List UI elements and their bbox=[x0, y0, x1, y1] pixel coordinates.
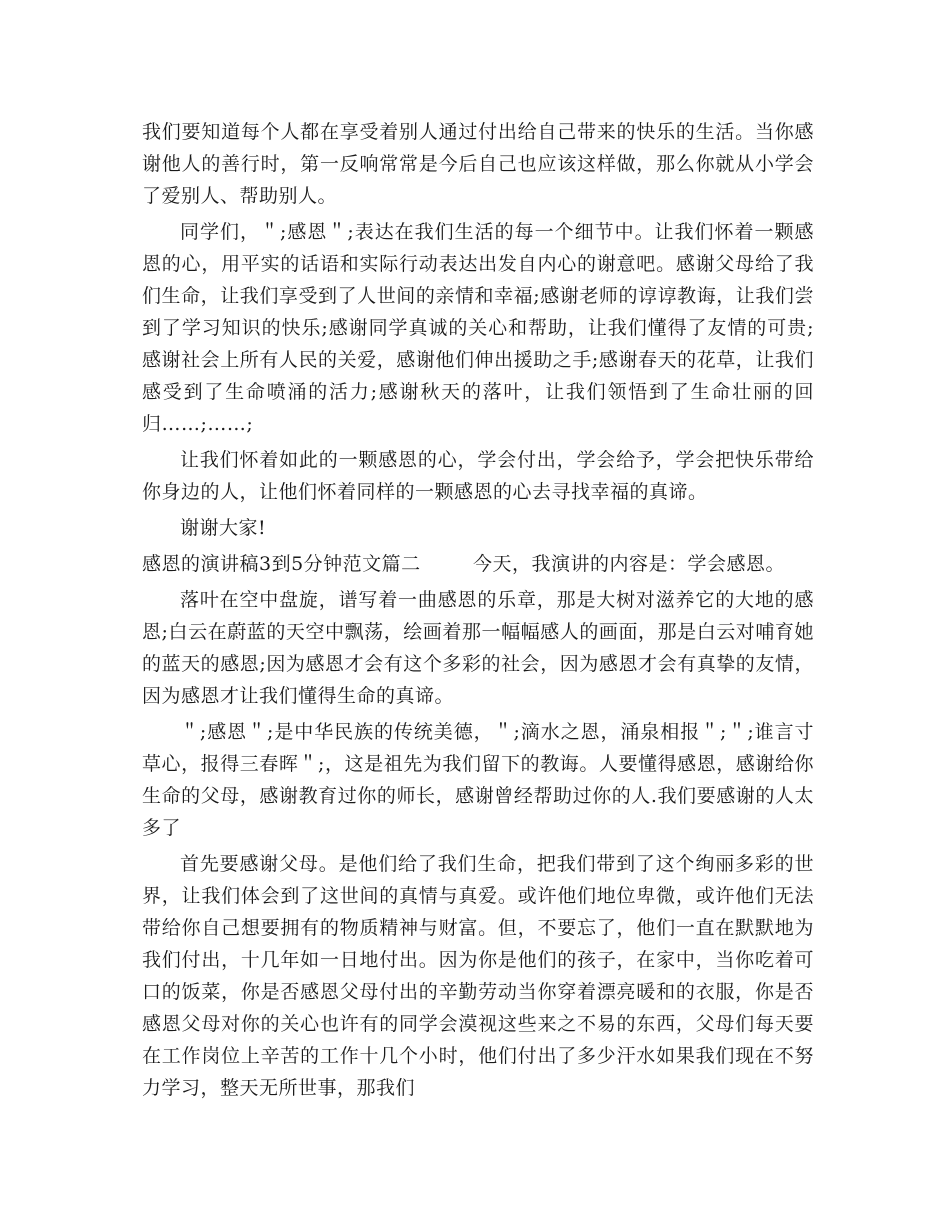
paragraph-2: 同学们，＂;感恩＂;表达在我们生活的每一个细节中。让我们怀着一颗感恩的心，用平实的话语和实际行动表达出发自内心的谢意吧。感谢父母给了我们生命，让我们享受到了人世间的亲情和幸福;感谢老师的谆谆教诲，让我们尝到了学习知识的快乐;感谢同学真诚的关心和帮助，让我们懂得了友情的可贵;感谢社会上所有人民的关爱，感谢他们伸出援助之手;感谢春天的花草，让我们感受到了生命喷涌的活力;感谢秋天的落叶，让我们领悟到了生命壮丽的回归……;……; bbox=[142, 221, 814, 435]
section-heading: 感恩的演讲稿3到5分钟范文篇二 今天，我演讲的内容是：学会感恩。 bbox=[142, 553, 785, 575]
paragraph-7: 首先要感谢父母。是他们给了我们生命，把我们带到了这个绚丽多彩的世界，让我们体会到了这世间的真情与真爱。或许他们地位卑微，或许他们无法带给你自己想要拥有的物质精神与财富。但，不要忘了，他们一直在默默地为我们付出，十几年如一日地付出。因为你是他们的孩子，在家中，当你吃着可口的饭菜，你是否感恩父母付出的辛勤劳动当你穿着漂亮暖和的衣服，你是否感恩父母对你的关心也许有的同学会漠视这些来之不易的东西，父母们每天要在工作岗位上辛苦的工作十几个小时，他们付出了多少汗水如果我们现在不努力学习，整天无所世事，那我们 bbox=[142, 853, 814, 1099]
paragraph-5: 落叶在空中盘旋，谱写着一曲感恩的乐章，那是大树对滋养它的大地的感恩;白云在蔚蓝的天空中飘荡，绘画着那一幅幅感人的画面，那是白云对哺育她的蓝天的感恩;因为感恩才会有这个多彩的社会，因为感恩才会有真挚的友情，因为感恩才让我们懂得生命的真谛。 bbox=[142, 589, 814, 707]
document-body bbox=[142, 116, 814, 1108]
paragraph-3: 让我们怀着如此的一颗感恩的心，学会付出，学会给予，学会把快乐带给你身边的人，让他们怀着同样的一颗感恩的心去寻找幸福的真谛。 bbox=[142, 449, 814, 503]
paragraph-1: 我们要知道每个人都在享受着别人通过付出给自己带来的快乐的生活。当你感谢他人的善行时，第一反响常常是今后自己也应该这样做，那么你就从小学会了爱别人、帮助别人。 bbox=[142, 121, 814, 207]
paragraph-4: 谢谢大家! bbox=[180, 517, 267, 539]
paragraph-6: ＂;感恩＂;是中华民族的传统美德，＂;滴水之恩，涌泉相报＂;＂;谁言寸草心，报得三春晖＂;，这是祖先为我们留下的教诲。人要懂得感恩，感谢给你生命的父母，感谢教育过你的师长，感谢曾经帮助过你的人.我们要感谢的人太多了 bbox=[142, 721, 814, 839]
